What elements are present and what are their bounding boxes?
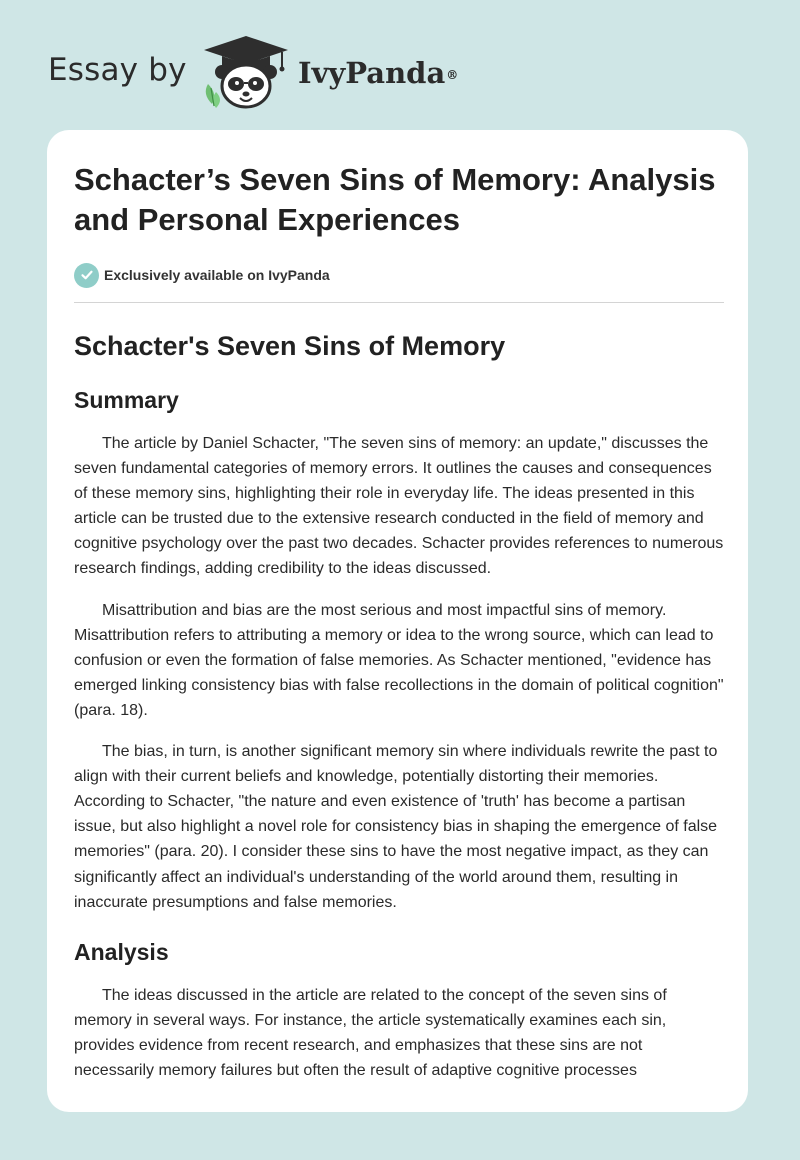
check-icon: [74, 263, 99, 288]
analysis-heading: Analysis: [74, 938, 169, 965]
brand-name[interactable]: [298, 53, 458, 93]
summary-paragraph: The article by Daniel Schacter, "The seven sins of memory: an update," discusses the seven fundamental categories of memory errors. It outlines the causes and consequences of these memory sins, highlighting their role in everyday life. The ideas presented in this article can be trusted due to the extensive research conducted in the field of memory and cognitive psychology over the past two decades. Schacter provides references to numerous research findings, adding credibility to the ideas discussed.: [74, 435, 724, 578]
summary-heading: Summary: [74, 387, 179, 413]
summary-paragraph: Misattribution and bias are the most serious and most impactful sins of memory. Misattribution refers to attributing a memory or idea to the wrong source, which can lead to confusion or even the formation of false memories. As Schacter mentioned, "evidence has emerged linking consistency bias with false recollections in the domain of political cognition" (para. 18).: [74, 601, 724, 719]
site-header: [0, 0, 800, 120]
divider: [74, 302, 724, 303]
brand-name-text: IvyPanda: [298, 56, 446, 90]
exclusive-badge: [74, 262, 724, 288]
summary-paragraph: The bias, in turn, is another significant memory sin where individuals rewrite the past to align with their current beliefs and knowledge, potentially distorting their memories. According to Schacter, "the nature and even existence of 'truth' has become a partisan issue, but also highlight a novel role for consistency bias in shaping the emergence of false memories" (para. 20). I consider these sins to have the most negative impact, as they can significantly affect an individual's understanding of the world around them, resulting in inaccurate presumptions and false memories.: [74, 743, 718, 911]
essay-content: [74, 160, 724, 1083]
page-title: Schacter’s Seven Sins of Memory: Analysis and Personal Experiences: [74, 162, 716, 237]
essay-card: [47, 130, 748, 1112]
section-title: Schacter's Seven Sins of Memory: [74, 331, 506, 361]
registered-mark: ®: [446, 68, 459, 82]
analysis-paragraph: The ideas discussed in the article are related to the concept of the seven sins of memory in several ways. For instance, the article systematically examines each sin, provides evidence from recent research, and emphasizes that these sins are not necessarily memory failures but often the result of adaptive cognitive processes: [74, 986, 667, 1079]
badge-label: Exclusively available on IvyPanda: [104, 267, 330, 283]
panda-graduate-icon[interactable]: [198, 34, 292, 110]
essay-by-label: Essay by: [48, 52, 187, 88]
